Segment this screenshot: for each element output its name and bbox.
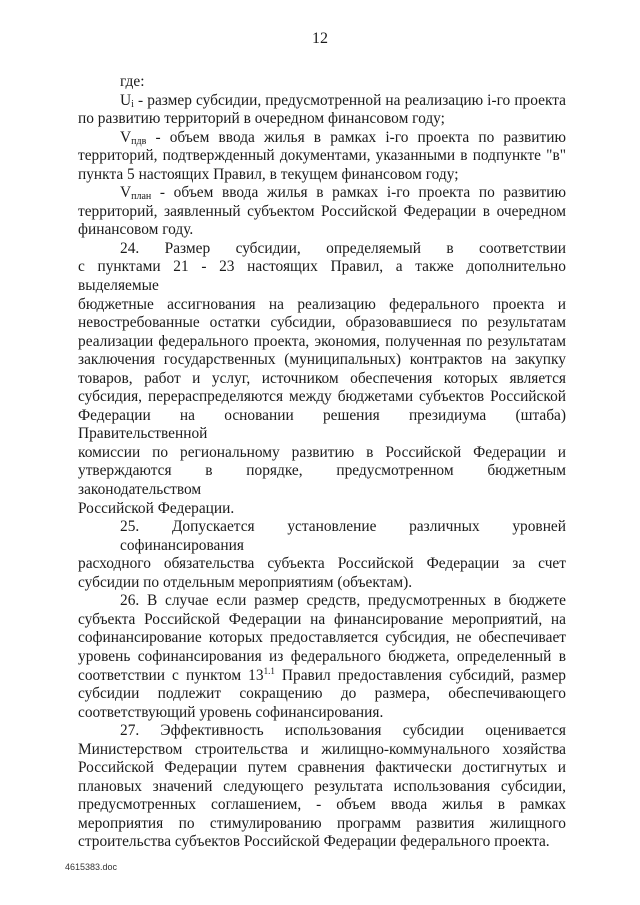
text-line: комиссии по региональному развитию в Российской Федерации и [78,443,566,461]
document-footer-filename: 4615383.doc [65,862,118,872]
text-line: товаров, работ и услуг, источником обеспечения которых является [78,369,566,387]
text-line: $V_{пдв}$ - объем ввода жилья в рамках i-го проекта по развитию [120,128,566,147]
text-line: предусмотренных соглашением, - объем ввода жилья в рамках [78,796,566,814]
text-line: соответствии с пунктом $13^{1.1}$ Правил предоставления субсидий, размер [78,665,566,684]
text-line: субсидии по отдельным мероприятиям (объектам). [78,573,413,591]
text-line: уровень софинансирования из федерального бюджета, определенный в [78,647,566,665]
text-line: невостребованные остатки субсидии, образовавшиеся по результатам [78,314,566,332]
text-line: 25. Допускается установление различных уровней софинансирования [120,518,566,554]
text-line: территорий, заявленный субъектом Российской Федерации в очередном [78,202,566,220]
text-line: субсидия, перераспределяются между бюджетами субъектов Российской [78,388,566,406]
text-line: заключения государственных (муниципальных) контрактов на закупку [78,351,566,369]
text-line: софинансирование которых предоставляется субсидия, не обеспечивает [78,629,566,647]
text-line: строительства субъектов Российской Федерации федерального проекта. [78,833,550,851]
text-line: 24. Размер субсидии, определяемый в соответствии [120,239,566,257]
text-line: пункта 5 настоящих Правил, в текущем финансовом году; [78,165,459,183]
text-line: Федерации на основании решения президиума (штаба) Правительственной [78,406,566,443]
document-body [78,73,566,852]
text-line: утверждаются в порядке, предусмотренном бюджетным законодательством [78,462,566,499]
text-line: Российской Федерации. [78,499,235,517]
text-line: субсидии подлежит сокращению до размера, обеспечивающего [78,685,566,703]
text-line: финансовом году. [78,221,194,239]
page-number: 12 [312,30,328,47]
text-line: где: [120,73,145,90]
text-line: Российской Федерации путем сравнения фактически достигнутых и [78,759,566,777]
text-line: территорий, подтвержденный документами, указанными в подпункте "в" [78,147,566,165]
text-line: реализации федерального проекта, экономия, полученная по результатам [78,332,566,350]
text-line: $V_{план}$ - объем ввода жилья в рамках i-го проекта по развитию [120,184,566,203]
text-line: Министерством строительства и жилищно-коммунального хозяйства [78,740,566,758]
text-line: 26. В случае если размер средств, предусмотренных в бюджете [120,592,566,610]
text-line: расходного обязательства субъекта Российской Федерации за счет [78,555,566,573]
text-line: с пунктами 21 - 23 настоящих Правил, а также дополнительно выделяемые [78,258,566,295]
text-line: $U_i$ - размер субсидии, предусмотренной на реализацию i-го проекта [120,91,566,110]
text-line: по развитию территорий в очередном финансовом году; [78,110,445,128]
text-line: бюджетные ассигнования на реализацию федерального проекта и [78,295,566,313]
text-line: плановых значений следующего результата использования субсидии, [78,777,566,795]
text-line: мероприятия по стимулированию программ развития жилищного [78,814,566,832]
text-line: соответствующий уровень софинансирования. [78,703,384,721]
text-line: субъекта Российской Федерации на финансирование мероприятий, на [78,610,566,628]
text-line: 27. Эффективность использования субсидии оценивается [120,722,566,740]
